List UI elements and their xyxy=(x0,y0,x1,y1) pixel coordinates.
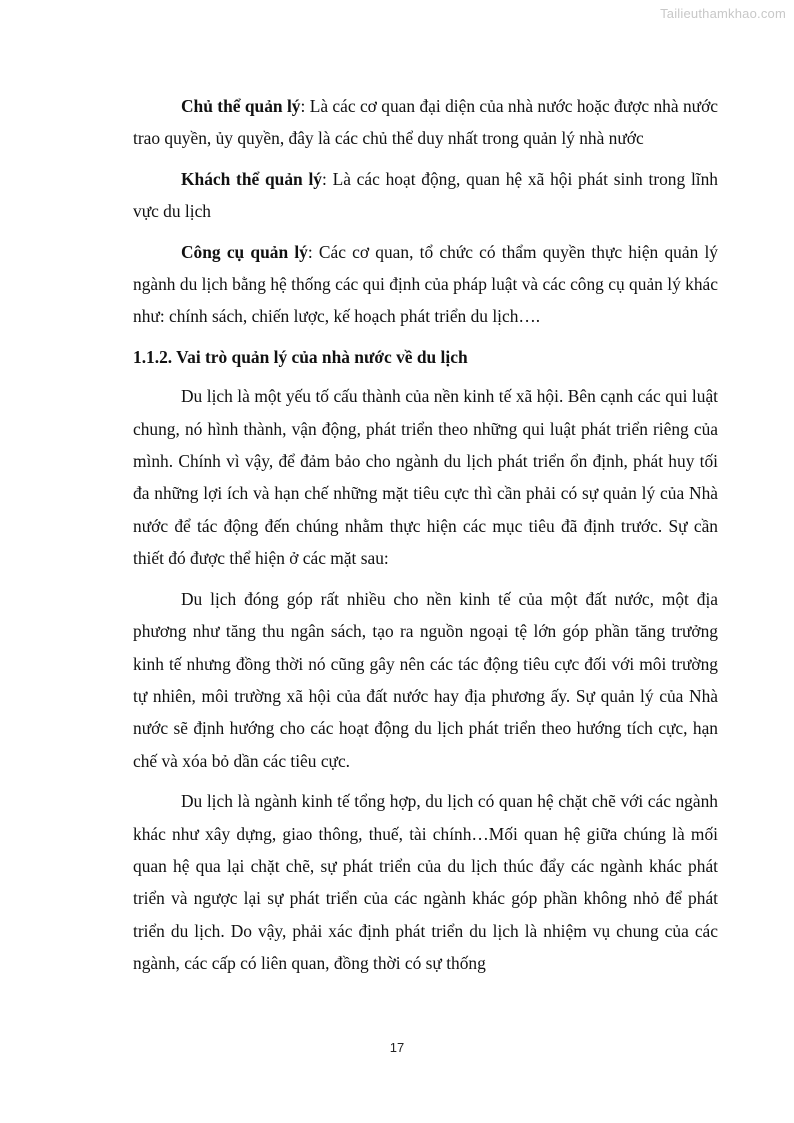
definition-term: Công cụ quản lý xyxy=(181,241,308,262)
page-number: 17 xyxy=(389,1040,405,1055)
section-heading: 1.1.2. Vai trò quản lý của nhà nước về du lịch xyxy=(133,346,468,367)
definition-paragraph xyxy=(133,236,718,333)
definition-term: Chủ thể quản lý xyxy=(181,96,301,116)
body-paragraph: Du lịch đóng góp rất nhiều cho nền kinh tế của một đất nước, một địa phương như tăng thu ngân sách, tạo ra nguồn ngoại tệ lớn góp phần tăng trưởng kinh tế nhưng đồng thời nó cũng gây nên các tác động tiêu cực đối với môi trường tự nhiên, môi trường xã hội của đất nước hay địa phương ấy. Sự quản lý của Nhà nước sẽ định hướng cho các hoạt động du lịch phát triển theo hướng tích cực, hạn chế và xóa bỏ dần các tiêu cực. xyxy=(133,588,718,771)
document-body xyxy=(133,90,718,988)
definition-paragraph xyxy=(133,90,718,155)
watermark: Tailieuthamkhao.com xyxy=(660,6,786,21)
body-paragraph: Du lịch là ngành kinh tế tổng hợp, du lịch có quan hệ chặt chẽ với các ngành khác như xây dựng, giao thông, thuế, tài chính…Mối quan hệ giữa chúng là mối quan hệ qua lại chặt chẽ, sự phát triển của du lịch thúc đẩy các ngành khác phát triển và ngược lại sự phát triển của các ngành khác góp phần không nhỏ để phát triển du lịch. Do vậy, phải xác định phát triển du lịch là nhiệm vụ chung của các ngành, các cấp có liên quan, đồng thời có sự thống xyxy=(133,791,718,974)
definition-text: : Là các hoạt động, quan hệ xã hội phát sinh trong lĩnh vực du lịch xyxy=(133,168,719,222)
definition-text: : Là các cơ quan đại diện của nhà nước hoặc được nhà nước trao quyền, ủy quyền, đây là các chủ thể duy nhất trong quản lý nhà nước xyxy=(133,96,718,149)
body-paragraph: Du lịch là một yếu tố cấu thành của nền kinh tế xã hội. Bên cạnh các qui luật chung, nó hình thành, vận động, phát triển theo những qui luật phát triển riêng của mình. Chính vì vậy, để đảm bảo cho ngành du lịch phát triển ổn định, phát huy tối đa những lợi ích và hạn chế những mặt tiêu cực thì cần phải có sự quản lý của Nhà nước để tác động đến chúng nhằm thực hiện các mục tiêu đã định trước. Sự cần thiết đó được thể hiện ở các mặt sau: xyxy=(133,386,718,569)
definition-term: Khách thể quản lý xyxy=(181,168,322,189)
definition-paragraph xyxy=(133,163,718,228)
definition-text: : Các cơ quan, tổ chức có thẩm quyền thực hiện quản lý ngành du lịch bằng hệ thống các qui định của pháp luật và các công cụ quản lý khác như: chính sách, chiến lược, kế hoạch phát triển du lịch…. xyxy=(133,241,718,327)
